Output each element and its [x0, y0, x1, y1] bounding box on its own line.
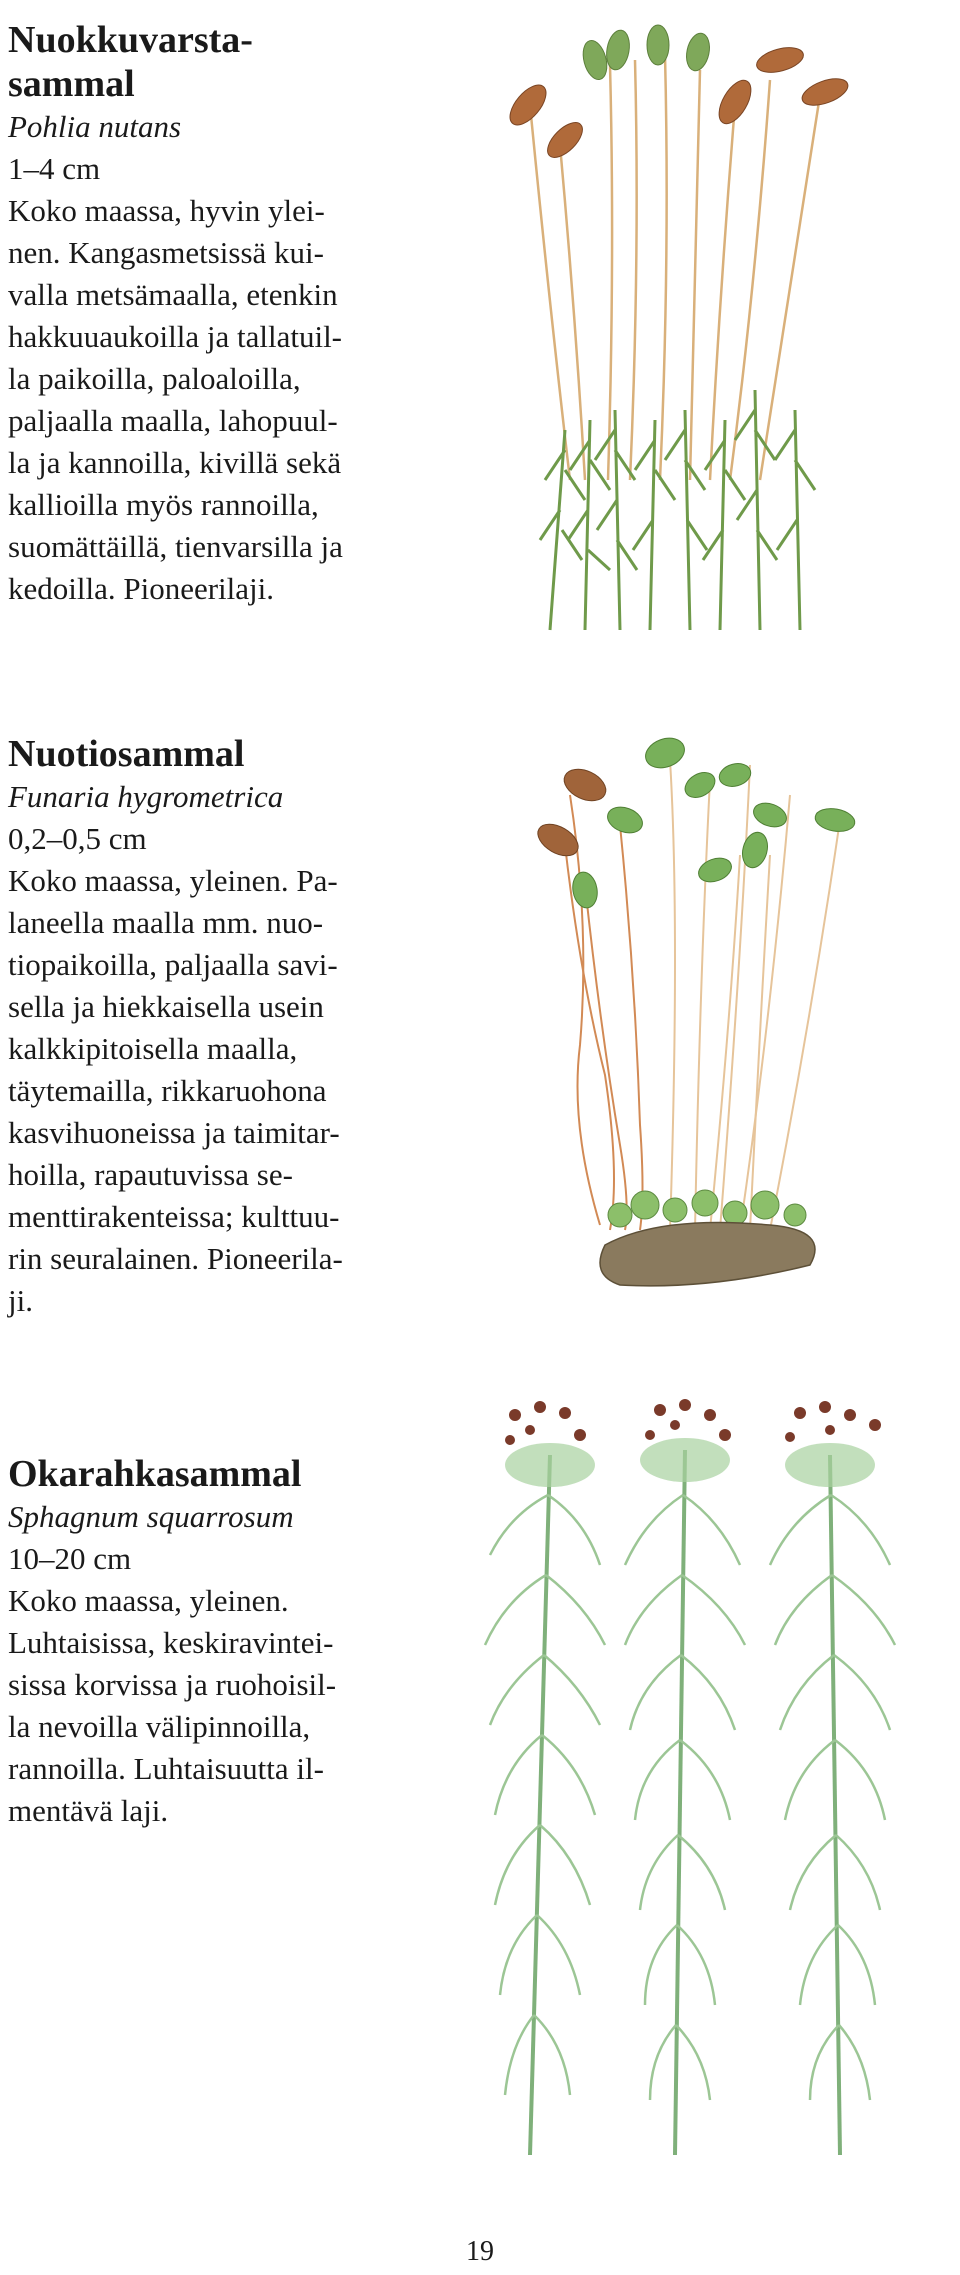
description-line: täytemailla, rikkaruohona: [8, 1073, 327, 1108]
species-size: 0,2–0,5 cm: [8, 821, 147, 856]
description-line: sissa korvissa ja ruohoisil-: [8, 1667, 337, 1702]
description-line: Luhtaisissa, keskiravintei-: [8, 1625, 334, 1660]
species-description: [8, 860, 438, 1322]
description-line: kalkkipitoisella maalla,: [8, 1031, 298, 1066]
species-entry-pohlia: [8, 18, 438, 610]
species-size: 1–4 cm: [8, 151, 101, 186]
description-line: ji.: [8, 1283, 33, 1318]
page-number: 19: [466, 2236, 494, 2267]
title-line: sammal: [8, 63, 135, 105]
species-description: [8, 190, 438, 610]
description-line: la ja kannoilla, kivillä sekä: [8, 445, 342, 480]
description-line: mentävä laji.: [8, 1793, 169, 1828]
description-line: valla metsämaalla, etenkin: [8, 277, 338, 312]
description-line: rin seuralainen. Pioneerila-: [8, 1241, 343, 1276]
description-line: laneella maalla mm. nuo-: [8, 905, 324, 940]
description-line: suomättäillä, tienvarsilla ja: [8, 529, 343, 564]
species-size: 10–20 cm: [8, 1541, 132, 1576]
description-line: hakkuuaukoilla ja tallatuil-: [8, 319, 343, 354]
description-line: nen. Kangasmetsissä kui-: [8, 235, 324, 270]
description-line: rannoilla. Luhtaisuutta il-: [8, 1751, 324, 1786]
species-description: [8, 1580, 438, 1832]
description-line: la paikoilla, paloaloilla,: [8, 361, 301, 396]
description-line: sella ja hiekkaisella usein: [8, 989, 324, 1024]
description-line: kedoilla. Pioneerilaji.: [8, 571, 275, 606]
scientific-name: Pohlia nutans: [8, 109, 182, 144]
description-line: Koko maassa, yleinen. Pa-: [8, 863, 338, 898]
sphagnum-squarrosum-illustration-icon: [470, 1395, 930, 2155]
description-line: hoilla, rapautuvissa se-: [8, 1157, 293, 1192]
description-line: kallioilla myös rannoilla,: [8, 487, 319, 522]
scientific-name: Sphagnum squarrosum: [8, 1499, 294, 1534]
description-line: tiopaikoilla, paljaalla savi-: [8, 947, 338, 982]
description-line: Koko maassa, yleinen.: [8, 1583, 289, 1618]
description-line: paljaalla maalla, lahopuul-: [8, 403, 338, 438]
funaria-hygrometrica-illustration-icon: [510, 725, 890, 1325]
pohlia-nutans-illustration-icon: [490, 10, 870, 640]
species-entry-sphagnum: [8, 1452, 438, 1832]
description-line: la nevoilla välipinnoilla,: [8, 1709, 311, 1744]
scientific-name: Funaria hygrometrica: [8, 779, 284, 814]
description-line: Koko maassa, hyvin ylei-: [8, 193, 325, 228]
title-line: Nuokkuvarsta-: [8, 19, 253, 61]
species-title: [8, 732, 438, 776]
species-entry-funaria: [8, 732, 438, 1322]
title-line: Okarahkasammal: [8, 1453, 302, 1495]
species-title: [8, 18, 438, 106]
species-title: [8, 1452, 438, 1496]
description-line: kasvihuoneissa ja taimitar-: [8, 1115, 340, 1150]
title-line: Nuotiosammal: [8, 733, 245, 775]
description-line: menttirakenteissa; kulttuu-: [8, 1199, 340, 1234]
